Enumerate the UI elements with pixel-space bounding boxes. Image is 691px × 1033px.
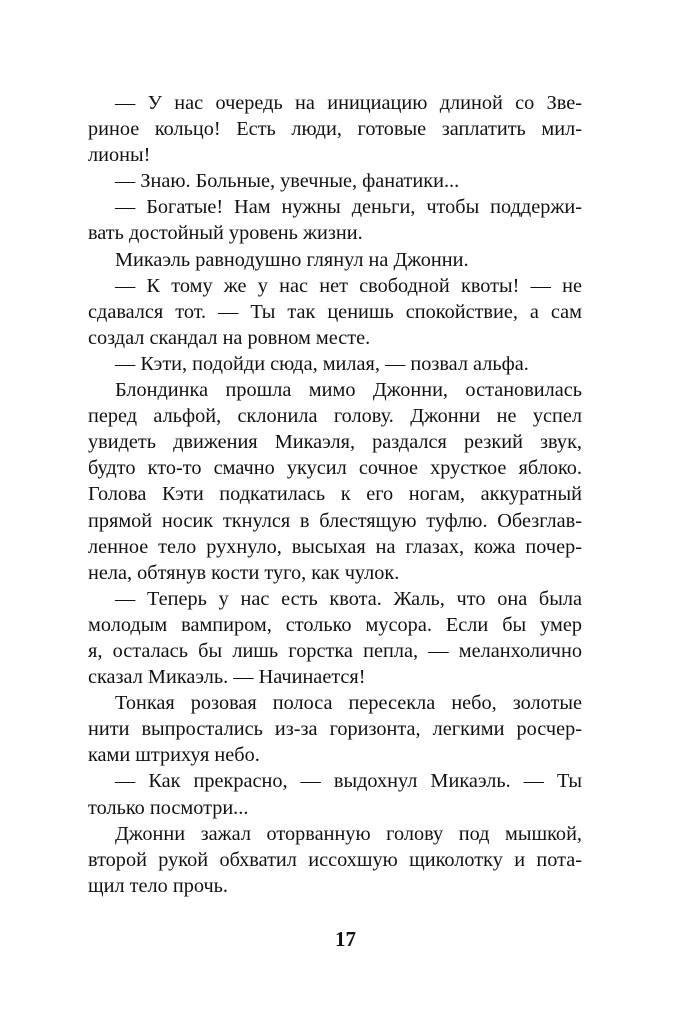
text-line: сдавался тот. — Ты так ценишь спокойствие, а сам — [88, 300, 582, 323]
text-line: Джонни зажал оторванную голову под мышкой, — [115, 822, 582, 845]
text-line: — Как прекрасно, — выдохнул Микаэль. — Ты — [115, 770, 582, 793]
text-line: прямой носик ткнулся в блестящую туфлю. Обезглав- — [88, 509, 582, 532]
paragraph — [88, 168, 582, 194]
text-line: нела, обтянув кости туго, как чулок. — [88, 561, 400, 584]
paragraph — [88, 194, 582, 246]
text-line: — Кэти, подойди сюда, милая, — позвал альфа. — [115, 352, 529, 375]
paragraph — [88, 690, 582, 768]
text-line: щил тело прочь. — [88, 874, 228, 897]
text-line: создал скандал на ровном месте. — [88, 326, 371, 349]
paragraph — [88, 821, 582, 899]
paragraph — [88, 351, 582, 377]
text-line: — Богатые! Нам нужны деньги, чтобы поддержи- — [115, 196, 582, 219]
text-line: будто кто-то смачно укусил сочное хрусткое яблоко. — [88, 457, 582, 480]
text-line: молодым вампиром, столько мусора. Если бы умер — [88, 613, 582, 636]
text-line: сказал Микаэль. — Начинается! — [88, 666, 366, 689]
text-line: нити выпростались из-за горизонта, легкими росчер- — [88, 718, 582, 741]
text-line: — Знаю. Больные, увечные, фанатики... — [115, 170, 460, 193]
body-text — [88, 90, 582, 899]
text-line: — Теперь у нас есть квота. Жаль, что она была — [115, 587, 582, 610]
page-number: 17 — [335, 927, 356, 951]
text-line: Голова Кэти подкатилась к его ногам, аккуратный — [88, 483, 582, 506]
text-line: Блондинка прошла мимо Джонни, остановилась — [115, 379, 582, 402]
text-line: увидеть движения Микаэля, раздался резкий звук, — [88, 431, 582, 454]
paragraph — [88, 273, 582, 351]
text-line: Тонкая розовая полоса пересекла небо, золотые — [115, 692, 582, 715]
text-line: второй рукой обхватил иссохшую щиколотку и пота- — [88, 848, 582, 871]
paragraph — [88, 768, 582, 820]
text-line: риное кольцо! Есть люди, готовые заплатить мил- — [88, 118, 582, 141]
text-line: лионы! — [88, 144, 151, 167]
text-line: — У нас очередь на инициацию длиной со Зве- — [115, 92, 582, 114]
text-line: Микаэль равнодушно глянул на Джонни. — [115, 248, 469, 271]
text-line: вать достойный уровень жизни. — [88, 222, 363, 245]
paragraph — [88, 586, 582, 690]
text-line: ками штрихуя небо. — [88, 744, 260, 767]
text-line: перед альфой, склонила голову. Джонни не успел — [88, 405, 582, 428]
paragraph — [88, 90, 582, 168]
text-line: — К тому же у нас нет свободной квоты! — не — [115, 274, 582, 297]
text-line: только посмотри... — [88, 796, 249, 819]
text-line: я, осталась бы лишь горстка пепла, — меланхолично — [88, 639, 582, 662]
paragraph — [88, 377, 582, 586]
text-line: ленное тело рухнуло, высыхая на глазах, кожа почер- — [88, 535, 582, 558]
paragraph — [88, 247, 582, 273]
